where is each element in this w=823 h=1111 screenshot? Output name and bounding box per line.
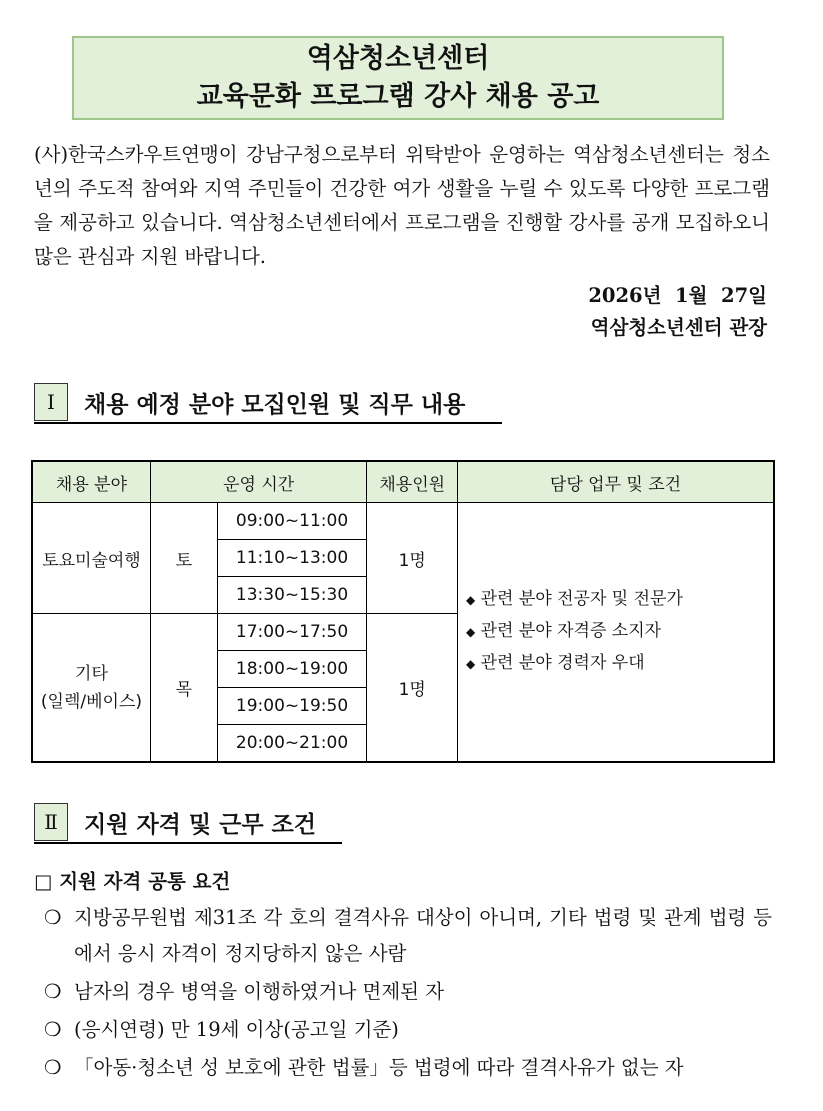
duty-cell <box>457 503 774 763</box>
count-cell: 1명 <box>367 614 458 763</box>
circle-bullet-icon: ❍ <box>44 1018 62 1041</box>
section2-number: Ⅱ <box>34 803 68 841</box>
field-cell: 토요미술여행 <box>32 503 150 614</box>
time-cell: 11:10~13:00 <box>217 540 367 577</box>
section2-title: 지원 자격 및 근무 조건 <box>84 811 316 838</box>
time-cell: 09:00~11:00 <box>217 503 367 540</box>
circle-bullet-icon: ❍ <box>44 906 62 929</box>
intro-paragraph: (사)한국스카우트연맹이 강남구청으로부터 위탁받아 운영하는 역삼청소년센터는 청소년의 주도적 참여와 지역 주민들이 건강한 여가 생활을 누릴 수 있도록 다양한 프로그램을 제공하고 있습니다. 역삼청소년센터에서 프로그램을 진행할 강사를 공개 모집하오니 많은 관심과 지원 바랍니다. <box>34 143 770 268</box>
title-box <box>72 36 724 120</box>
list-item: ❍ 지방공무원법 제31조 각 호의 결격사유 대상이 아니며, 기타 법령 및 관계 법령 등에서 응시 자격이 정지당하지 않은 사람 <box>44 900 772 972</box>
diamond-bullet-icon: ◆ <box>465 657 476 671</box>
day-cell: 토 <box>150 503 217 614</box>
duty-item: ◆ 관련 분야 자격증 소지자 <box>465 621 662 641</box>
duty-item: ◆ 관련 분야 경력자 우대 <box>465 653 645 673</box>
section2-header <box>34 802 342 844</box>
list-item: ❍ 남자의 경우 병역을 이행하였거나 면제된 자 <box>44 974 772 1010</box>
table-header-row <box>32 461 774 503</box>
time-cell: 19:00~19:50 <box>217 688 367 725</box>
count-cell: 1명 <box>367 503 458 614</box>
notice-date: 2026년 1월 27일 <box>588 284 767 307</box>
title-line1: 역삼청소년센터 <box>306 43 490 74</box>
time-cell: 17:00~17:50 <box>217 614 367 651</box>
duty-item: ◆ 관련 분야 전공자 및 전문가 <box>465 589 683 609</box>
requirements-heading: □ 지원 자격 공통 요건 <box>34 870 231 893</box>
time-cell: 18:00~19:00 <box>217 651 367 688</box>
header-count: 채용인원 <box>367 461 458 503</box>
list-item: ❍ 「아동·청소년 성 보호에 관한 법률」등 법령에 따라 결격사유가 없는 자 <box>44 1050 772 1086</box>
section1-title: 채용 예정 분야 모집인원 및 직무 내용 <box>84 391 466 418</box>
table-row <box>32 503 774 540</box>
circle-bullet-icon: ❍ <box>44 980 62 1003</box>
header-field: 채용 분야 <box>32 461 150 503</box>
time-cell: 20:00~21:00 <box>217 725 367 763</box>
list-item: ❍ (응시연령) 만 19세 이상(공고일 기준) <box>44 1012 772 1048</box>
requirements-list <box>44 900 772 1088</box>
signature: 역삼청소년센터 관장 <box>590 316 767 339</box>
time-cell: 13:30~15:30 <box>217 577 367 614</box>
diamond-bullet-icon: ◆ <box>465 625 476 639</box>
section1-header <box>34 382 502 424</box>
title-line2: 교육문화 프로그램 강사 채용 공고 <box>196 81 600 112</box>
circle-bullet-icon: ❍ <box>44 1056 62 1079</box>
section1-number: Ⅰ <box>34 383 68 421</box>
header-time: 운영 시간 <box>150 461 366 503</box>
jobs-table <box>31 460 775 763</box>
diamond-bullet-icon: ◆ <box>465 593 476 607</box>
day-cell: 목 <box>150 614 217 763</box>
field-cell: 기타 (일렉/베이스) <box>32 614 150 763</box>
header-duty: 담당 업무 및 조건 <box>457 461 774 503</box>
